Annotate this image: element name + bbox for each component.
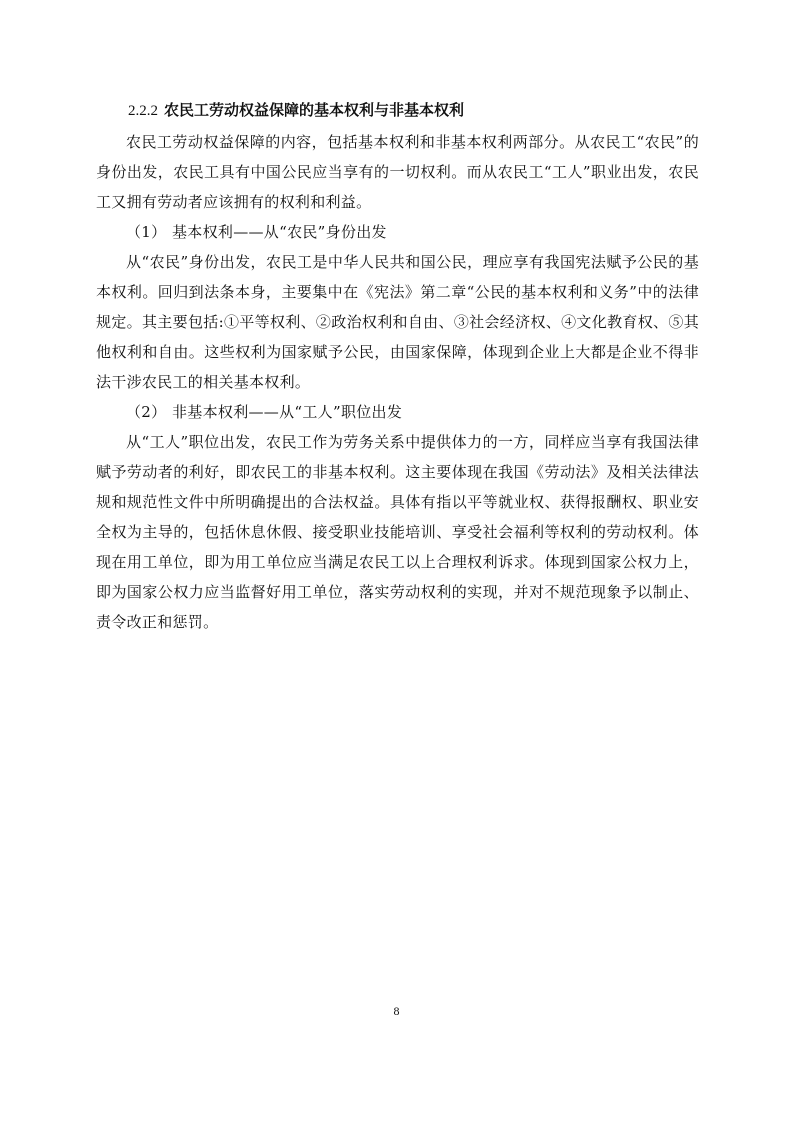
subheading-basic-rights: [96, 217, 699, 247]
subheading-nonbasic-rights: [96, 397, 699, 427]
nonbasic-rights-paragraph: 从“工人”职位出发，农民工作为劳务关系中提供体力的一方，同样应当享有我国法律赋予劳动者的利好，即农民工的非基本权利。这主要体现在我国《劳动法》及相关法律法规和规范性文件中所明确提出的合法权益。具体有指以平等就业权、获得报酬权、职业安全权为主导的，包括休息休假、接受职业技能培训、享受社会福利等权利的劳动权利。体现在用工单位，即为用工单位应当满足农民工以上合理权利诉求。体现到国家公权力上，即为国家公权力应当监督好用工单位，落实劳动权利的实现，并对不规范现象予以制止、责令改正和惩罚。: [96, 433, 699, 631]
basic-rights-paragraph: 从“农民”身份出发，农民工是中华人民共和国公民，理应享有我国宪法赋予公民的基本权利。回归到法条本身，主要集中在《宪法》第二章“公民的基本权利和义务”中的法律规定。其主要包括:①平等权利、②政治权利和自由、③社会经济权、④文化教育权、⑤其他权利和自由。这些权利为国家赋予公民，由国家保障，体现到企业上大都是企业不得非法干涉农民工的相关基本权利。: [96, 253, 699, 391]
subheading-number: （2）: [126, 403, 167, 421]
page-number: 8: [393, 1004, 400, 1018]
page-content: [96, 94, 699, 637]
subheading-title: 基本权利——从“农民”身份出发: [172, 223, 387, 241]
section-number: 2.2.2: [128, 103, 158, 119]
subheading-title: 非基本权利——从“工人”职位出发: [172, 403, 403, 421]
section-title: 农民工劳动权益保障的基本权利与非基本权利: [164, 101, 465, 119]
section-heading: [96, 94, 699, 127]
subheading-number: （1）: [126, 223, 167, 241]
intro-paragraph: 农民工劳动权益保障的内容，包括基本权利和非基本权利两部分。从农民工“农民”的身份出发，农民工具有中国公民应当享有的一切权利。而从农民工“工人”职业出发，农民工又拥有劳动者应该拥有的权利和利益。: [96, 133, 699, 211]
